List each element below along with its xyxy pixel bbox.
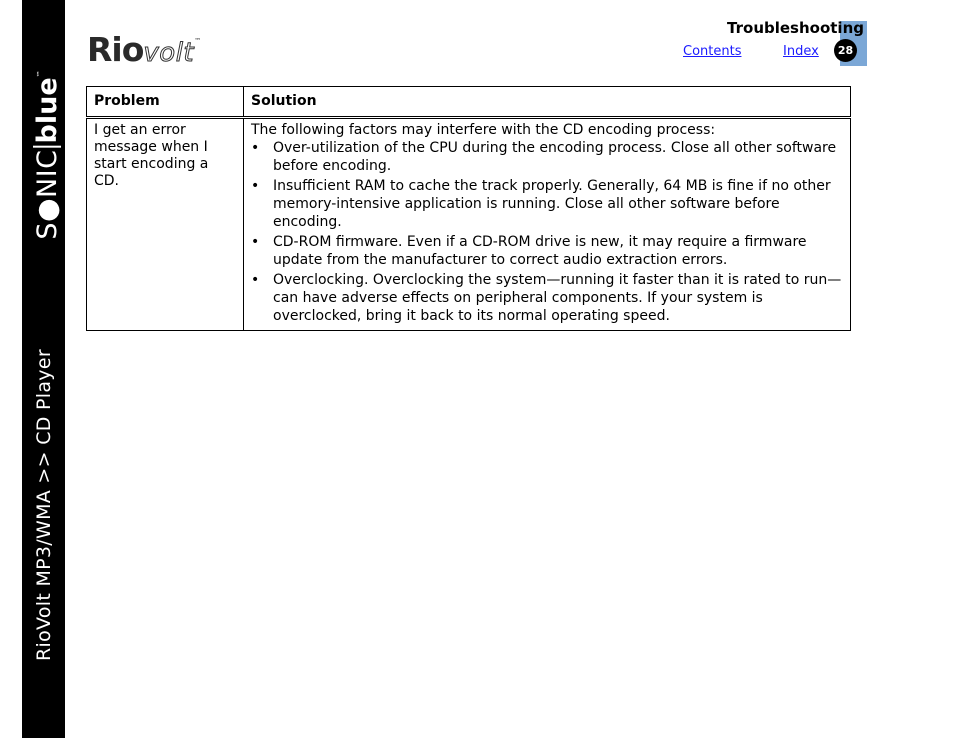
list-item-text: Insufficient RAM to cache the track properly. Generally, 64 MB is fine if no other memory-intensive application is running. Close all other software before encoding. [273, 178, 831, 230]
sonicblue-logo [22, 70, 65, 240]
logo-rio: Rio [87, 30, 144, 69]
riovolt-logo [87, 30, 201, 70]
list-item-text: Over-utilization of the CPU during the encoding process. Close all other software before encoding. [273, 140, 837, 174]
logo-volt: volt [143, 38, 195, 68]
troubleshooting-table [86, 86, 851, 331]
table-header-row [87, 87, 851, 118]
solution-list [251, 139, 843, 325]
product-title-text: RioVolt MP3/WMA >> CD Player [32, 349, 55, 661]
list-item-text: CD-ROM firmware. Even if a CD-ROM drive is new, it may require a firmware update from the manufacturer to correct audio extraction errors. [273, 234, 807, 268]
brand-divider [33, 145, 61, 147]
brand-trademark: ™ [35, 70, 44, 78]
bullet: • [251, 234, 260, 250]
list-item-text: Overclocking. Overclocking the system—running it faster than it is rated to run—can have adverse effects on peripheral components. If your system is overclocked, bring it back to its normal operating speed. [273, 272, 842, 324]
header-problem: Problem [87, 87, 244, 118]
solution-cell [244, 118, 851, 331]
table-row [87, 118, 851, 331]
brand-blue: blue [31, 77, 63, 144]
logo-trademark: ™ [194, 37, 202, 45]
bullet: • [251, 178, 260, 194]
bullet: • [251, 272, 260, 288]
solution-intro: The following factors may interfere with the CD encoding process: [251, 122, 716, 138]
header-solution: Solution [244, 87, 851, 118]
page-number-badge: 28 [834, 39, 857, 62]
contents-link[interactable]: Contents [683, 44, 742, 59]
list-item [251, 139, 843, 175]
index-link[interactable]: Index [783, 44, 819, 59]
product-title [22, 325, 65, 685]
list-item [251, 177, 843, 231]
bullet: • [251, 140, 260, 156]
list-item [251, 271, 843, 325]
section-title: Troubleshooting [727, 19, 864, 37]
problem-cell: I get an error message when I start encoding a CD. [87, 118, 244, 331]
brand-sonic: S●NIC [31, 149, 63, 240]
list-item [251, 233, 843, 269]
